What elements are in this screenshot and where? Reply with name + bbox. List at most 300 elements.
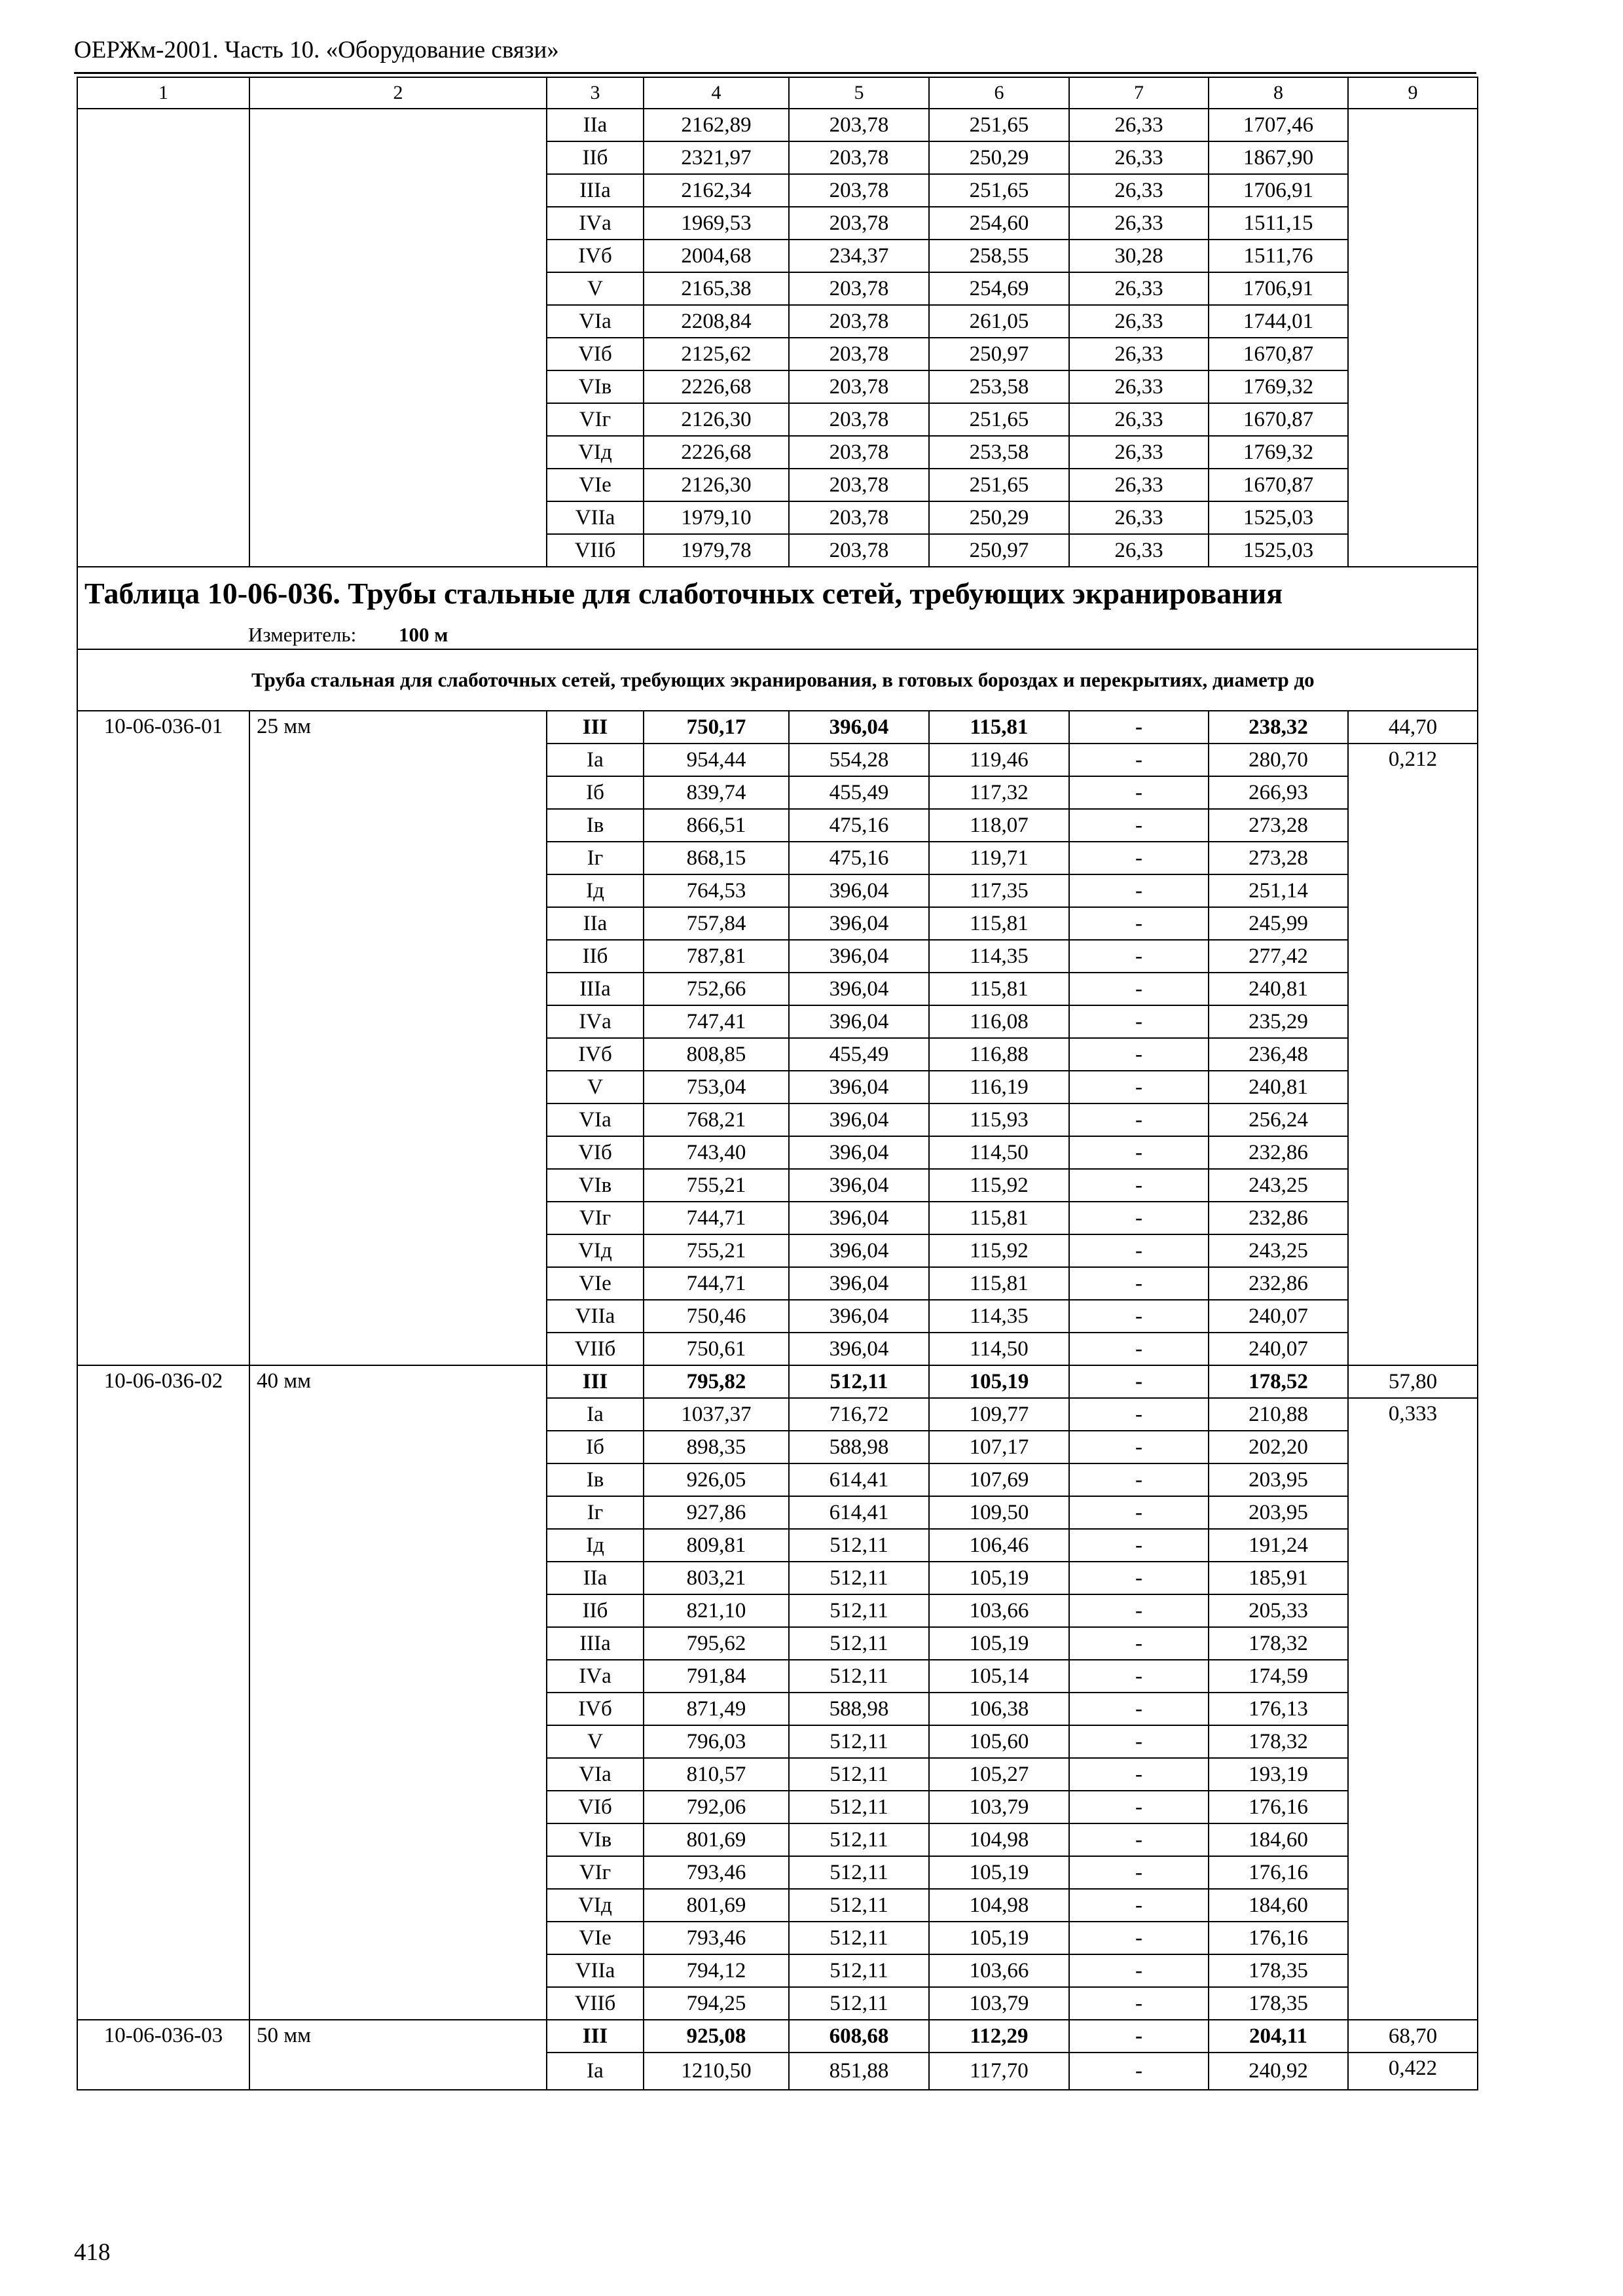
value-cell: 103,66 [929, 1594, 1069, 1627]
value-cell: 105,19 [929, 1856, 1069, 1889]
resource-cell: 68,70 [1348, 2020, 1478, 2053]
value-cell: 787,81 [644, 940, 789, 973]
value-cell: 117,70 [929, 2053, 1069, 2090]
resource-cell: 44,70 [1348, 711, 1478, 744]
value-cell: 588,98 [789, 1693, 929, 1725]
value-cell: - [1069, 1169, 1209, 1202]
value-cell: - [1069, 1365, 1209, 1398]
value-cell: - [1069, 1071, 1209, 1103]
value-cell: 251,65 [929, 109, 1069, 141]
value-cell: 757,84 [644, 907, 789, 940]
zone-cell: IVа [547, 1005, 644, 1038]
value-cell: 203,78 [789, 207, 929, 240]
column-number: 6 [929, 77, 1069, 109]
zone-cell: Iв [547, 809, 644, 842]
value-cell: 925,08 [644, 2020, 789, 2053]
value-cell: 1037,37 [644, 1398, 789, 1431]
value-cell: 26,33 [1069, 403, 1209, 436]
value-cell: - [1069, 1202, 1209, 1234]
table-body [77, 77, 1478, 2090]
value-cell: 204,11 [1209, 2020, 1348, 2053]
value-cell: - [1069, 1987, 1209, 2020]
value-cell: - [1069, 809, 1209, 842]
value-cell: 245,99 [1209, 907, 1348, 940]
value-cell: 1706,91 [1209, 272, 1348, 305]
value-cell: 203,78 [789, 501, 929, 534]
table-row [77, 2020, 1478, 2053]
value-cell: 114,50 [929, 1136, 1069, 1169]
column-number: 3 [547, 77, 644, 109]
value-cell: 744,71 [644, 1267, 789, 1300]
value-cell: 512,11 [789, 1758, 929, 1791]
value-cell: - [1069, 2053, 1209, 2090]
value-cell: - [1069, 874, 1209, 907]
value-cell: 105,19 [929, 1365, 1069, 1398]
value-cell: 396,04 [789, 1005, 929, 1038]
value-cell: 512,11 [789, 1365, 929, 1398]
value-cell: 512,11 [789, 1725, 929, 1758]
zone-cell: IIб [547, 1594, 644, 1627]
value-cell: 747,41 [644, 1005, 789, 1038]
value-cell: 105,14 [929, 1660, 1069, 1693]
meter-label: Измеритель: [248, 622, 357, 646]
value-cell: - [1069, 1889, 1209, 1922]
value-cell: 26,33 [1069, 370, 1209, 403]
value-cell: 1979,78 [644, 534, 789, 567]
zone-cell: VIб [547, 338, 644, 370]
zone-cell: VIIб [547, 1987, 644, 2020]
value-cell: 112,29 [929, 2020, 1069, 2053]
value-cell: 253,58 [929, 370, 1069, 403]
zone-cell: VIе [547, 1267, 644, 1300]
value-cell: 232,86 [1209, 1136, 1348, 1169]
value-cell: 1511,76 [1209, 240, 1348, 272]
value-cell: 2004,68 [644, 240, 789, 272]
value-cell: 926,05 [644, 1463, 789, 1496]
value-cell: 107,17 [929, 1431, 1069, 1463]
value-cell: 203,78 [789, 469, 929, 501]
value-cell: - [1069, 1136, 1209, 1169]
value-cell: 104,98 [929, 1889, 1069, 1922]
zone-cell: VIд [547, 436, 644, 469]
value-cell: 795,62 [644, 1627, 789, 1660]
value-cell: 202,20 [1209, 1431, 1348, 1463]
value-cell: - [1069, 1300, 1209, 1333]
value-cell: 2226,68 [644, 436, 789, 469]
value-cell: - [1069, 1954, 1209, 1987]
value-cell: 240,92 [1209, 2053, 1348, 2090]
zone-cell: Iб [547, 776, 644, 809]
value-cell: - [1069, 2020, 1209, 2053]
value-cell: 871,49 [644, 1693, 789, 1725]
value-cell: 614,41 [789, 1496, 929, 1529]
value-cell: 396,04 [789, 907, 929, 940]
zone-cell: VIг [547, 1856, 644, 1889]
value-cell: - [1069, 711, 1209, 744]
zone-cell: IIб [547, 940, 644, 973]
value-cell: 750,61 [644, 1333, 789, 1365]
value-cell: 809,81 [644, 1529, 789, 1562]
value-cell: 810,57 [644, 1758, 789, 1791]
zone-cell: IVа [547, 207, 644, 240]
value-cell: - [1069, 1333, 1209, 1365]
zone-cell: VIе [547, 469, 644, 501]
column-number: 1 [77, 77, 249, 109]
page-header: ОЕРЖм-2001. Часть 10. «Оборудование связи» [74, 37, 559, 63]
value-cell: 455,49 [789, 1038, 929, 1071]
value-cell: 184,60 [1209, 1889, 1348, 1922]
value-cell: 1744,01 [1209, 305, 1348, 338]
value-cell: 26,33 [1069, 174, 1209, 207]
zone-cell: VIд [547, 1889, 644, 1922]
zone-cell: IVб [547, 1693, 644, 1725]
value-cell: 26,33 [1069, 534, 1209, 567]
value-cell: - [1069, 1038, 1209, 1071]
value-cell: 2208,84 [644, 305, 789, 338]
value-cell: 116,19 [929, 1071, 1069, 1103]
value-cell: 396,04 [789, 874, 929, 907]
value-cell: - [1069, 1496, 1209, 1529]
value-cell: - [1069, 1922, 1209, 1954]
value-cell: 743,40 [644, 1136, 789, 1169]
zone-cell: VIд [547, 1234, 644, 1267]
value-cell: 232,86 [1209, 1202, 1348, 1234]
value-cell: 105,19 [929, 1562, 1069, 1594]
zone-cell: VIе [547, 1922, 644, 1954]
zone-cell: III [547, 1365, 644, 1398]
value-cell: 235,29 [1209, 1005, 1348, 1038]
value-cell: 115,93 [929, 1103, 1069, 1136]
zone-cell: III [547, 711, 644, 744]
resource-cell: 57,80 [1348, 1365, 1478, 1398]
value-cell: 273,28 [1209, 842, 1348, 874]
value-cell: 808,85 [644, 1038, 789, 1071]
value-cell: 176,16 [1209, 1856, 1348, 1889]
value-cell: 273,28 [1209, 809, 1348, 842]
value-cell: 240,81 [1209, 1071, 1348, 1103]
value-cell: 512,11 [789, 1594, 929, 1627]
value-cell: 176,16 [1209, 1922, 1348, 1954]
value-cell: 716,72 [789, 1398, 929, 1431]
value-cell: 203,78 [789, 141, 929, 174]
meter-row [77, 620, 1478, 649]
value-cell: 250,29 [929, 141, 1069, 174]
value-cell: 2126,30 [644, 469, 789, 501]
value-cell: 191,24 [1209, 1529, 1348, 1562]
value-cell: 203,78 [789, 272, 929, 305]
value-cell: - [1069, 1463, 1209, 1496]
value-cell: 178,32 [1209, 1725, 1348, 1758]
value-cell: 1525,03 [1209, 501, 1348, 534]
value-cell: 475,16 [789, 842, 929, 874]
value-cell: 795,82 [644, 1365, 789, 1398]
zone-cell: VIа [547, 305, 644, 338]
value-cell: 258,55 [929, 240, 1069, 272]
value-cell: 184,60 [1209, 1823, 1348, 1856]
value-cell: 396,04 [789, 711, 929, 744]
value-cell: 793,46 [644, 1922, 789, 1954]
value-cell: 26,33 [1069, 141, 1209, 174]
value-cell: - [1069, 1823, 1209, 1856]
value-cell: 30,28 [1069, 240, 1209, 272]
value-cell: 105,19 [929, 1627, 1069, 1660]
value-cell: 251,65 [929, 403, 1069, 436]
value-cell: 103,66 [929, 1954, 1069, 1987]
value-cell: 103,79 [929, 1987, 1069, 2020]
value-cell: - [1069, 1398, 1209, 1431]
value-cell: 174,59 [1209, 1660, 1348, 1693]
value-cell: 1769,32 [1209, 436, 1348, 469]
value-cell: 178,32 [1209, 1627, 1348, 1660]
value-cell: 26,33 [1069, 338, 1209, 370]
value-cell: - [1069, 973, 1209, 1005]
rates-table [77, 77, 1478, 2090]
value-cell: 240,81 [1209, 973, 1348, 1005]
column-number-row [77, 77, 1478, 109]
value-cell: 240,07 [1209, 1333, 1348, 1365]
value-cell: 1670,87 [1209, 403, 1348, 436]
value-cell: 396,04 [789, 1333, 929, 1365]
value-cell: 752,66 [644, 973, 789, 1005]
value-cell: 238,32 [1209, 711, 1348, 744]
value-cell: - [1069, 744, 1209, 776]
zone-cell: Iа [547, 1398, 644, 1431]
value-cell: 512,11 [789, 1987, 929, 2020]
zone-cell: IVб [547, 1038, 644, 1071]
value-cell: 107,69 [929, 1463, 1069, 1496]
value-cell: 396,04 [789, 940, 929, 973]
value-cell: - [1069, 1660, 1209, 1693]
table-row [77, 711, 1478, 744]
value-cell: - [1069, 1627, 1209, 1660]
value-cell: 106,46 [929, 1529, 1069, 1562]
value-cell: 280,70 [1209, 744, 1348, 776]
value-cell: 512,11 [789, 1954, 929, 1987]
column-number: 5 [789, 77, 929, 109]
zone-cell: IIIа [547, 1627, 644, 1660]
value-cell: 232,86 [1209, 1267, 1348, 1300]
value-cell: 396,04 [789, 1300, 929, 1333]
zone-cell: IIб [547, 141, 644, 174]
value-cell: 554,28 [789, 744, 929, 776]
zone-cell: VIб [547, 1791, 644, 1823]
value-cell: 512,11 [789, 1529, 929, 1562]
value-cell: - [1069, 1856, 1209, 1889]
value-cell: 927,86 [644, 1496, 789, 1529]
value-cell: 234,37 [789, 240, 929, 272]
value-cell: 240,07 [1209, 1300, 1348, 1333]
value-cell: 455,49 [789, 776, 929, 809]
value-cell: 750,46 [644, 1300, 789, 1333]
value-cell: 1706,91 [1209, 174, 1348, 207]
value-cell: - [1069, 1594, 1209, 1627]
value-cell: 2226,68 [644, 370, 789, 403]
zone-cell: V [547, 1071, 644, 1103]
zone-cell: VIа [547, 1758, 644, 1791]
value-cell: 115,92 [929, 1234, 1069, 1267]
value-cell: 26,33 [1069, 436, 1209, 469]
value-cell: 105,27 [929, 1758, 1069, 1791]
value-cell: 588,98 [789, 1431, 929, 1463]
value-cell: 254,69 [929, 272, 1069, 305]
value-cell: 792,06 [644, 1791, 789, 1823]
value-cell: 118,07 [929, 809, 1069, 842]
value-cell: 1210,50 [644, 2053, 789, 2090]
zone-cell: VIв [547, 1823, 644, 1856]
value-cell: 755,21 [644, 1234, 789, 1267]
value-cell: 178,35 [1209, 1954, 1348, 1987]
value-cell: 512,11 [789, 1922, 929, 1954]
value-cell: 868,15 [644, 842, 789, 874]
value-cell: - [1069, 842, 1209, 874]
value-cell: 203,78 [789, 436, 929, 469]
value-cell: 250,97 [929, 338, 1069, 370]
value-cell: 205,33 [1209, 1594, 1348, 1627]
resource-cell [1348, 109, 1478, 567]
value-cell: 512,11 [789, 1823, 929, 1856]
zone-cell: VIIб [547, 1333, 644, 1365]
value-cell: 1511,15 [1209, 207, 1348, 240]
name-cell: 40 мм [249, 1365, 547, 2020]
value-cell: 203,78 [789, 534, 929, 567]
value-cell: 115,92 [929, 1169, 1069, 1202]
value-cell: 203,78 [789, 370, 929, 403]
zone-cell: Iв [547, 1463, 644, 1496]
value-cell: 512,11 [789, 1856, 929, 1889]
code-cell: 10-06-036-01 [77, 711, 249, 1365]
value-cell: 839,74 [644, 776, 789, 809]
value-cell: 26,33 [1069, 272, 1209, 305]
zone-cell: VIIб [547, 534, 644, 567]
value-cell: 203,78 [789, 174, 929, 207]
meter-value: 100 м [399, 622, 448, 646]
value-cell: 796,03 [644, 1725, 789, 1758]
value-cell: 114,35 [929, 1300, 1069, 1333]
value-cell: 116,08 [929, 1005, 1069, 1038]
zone-cell: V [547, 1725, 644, 1758]
value-cell: 2125,62 [644, 338, 789, 370]
value-cell: 243,25 [1209, 1169, 1348, 1202]
value-cell: 115,81 [929, 1202, 1069, 1234]
value-cell: - [1069, 1758, 1209, 1791]
value-cell: 210,88 [1209, 1398, 1348, 1431]
value-cell: 26,33 [1069, 501, 1209, 534]
code-cell: 10-06-036-02 [77, 1365, 249, 2020]
zone-cell: VIг [547, 1202, 644, 1234]
value-cell: 791,84 [644, 1660, 789, 1693]
value-cell: 512,11 [789, 1562, 929, 1594]
value-cell: 203,78 [789, 338, 929, 370]
value-cell: 266,93 [1209, 776, 1348, 809]
zone-cell: IIа [547, 907, 644, 940]
value-cell: 115,81 [929, 907, 1069, 940]
zone-cell: VIб [547, 1136, 644, 1169]
zone-cell: IIIа [547, 174, 644, 207]
value-cell: 203,78 [789, 305, 929, 338]
value-cell: 1769,32 [1209, 370, 1348, 403]
value-cell: 26,33 [1069, 207, 1209, 240]
value-cell: 794,12 [644, 1954, 789, 1987]
value-cell: 744,71 [644, 1202, 789, 1234]
value-cell: 243,25 [1209, 1234, 1348, 1267]
zone-cell: VIв [547, 1169, 644, 1202]
value-cell: 512,11 [789, 1660, 929, 1693]
meter [77, 620, 1478, 649]
value-cell: 250,97 [929, 534, 1069, 567]
value-cell: 512,11 [789, 1791, 929, 1823]
page-number: 418 [74, 2239, 111, 2266]
value-cell: 104,98 [929, 1823, 1069, 1856]
column-number: 9 [1348, 77, 1478, 109]
zone-cell: VIIа [547, 1300, 644, 1333]
value-cell: 512,11 [789, 1627, 929, 1660]
value-cell: - [1069, 1431, 1209, 1463]
value-cell: 396,04 [789, 1071, 929, 1103]
value-cell: 178,52 [1209, 1365, 1348, 1398]
value-cell: 253,58 [929, 436, 1069, 469]
value-cell: 119,46 [929, 744, 1069, 776]
zone-cell: Iг [547, 1496, 644, 1529]
value-cell: 251,65 [929, 469, 1069, 501]
value-cell: 203,78 [789, 109, 929, 141]
value-cell: 203,95 [1209, 1463, 1348, 1496]
value-cell: 803,21 [644, 1562, 789, 1594]
value-cell: 396,04 [789, 1202, 929, 1234]
column-number: 7 [1069, 77, 1209, 109]
zone-cell: Iб [547, 1431, 644, 1463]
value-cell: 396,04 [789, 1267, 929, 1300]
value-cell: - [1069, 940, 1209, 973]
value-cell: 116,88 [929, 1038, 1069, 1071]
header-rule [74, 72, 1476, 74]
value-cell: 117,32 [929, 776, 1069, 809]
value-cell: 396,04 [789, 1136, 929, 1169]
value-cell: 821,10 [644, 1594, 789, 1627]
value-cell: - [1069, 1693, 1209, 1725]
value-cell: - [1069, 1529, 1209, 1562]
value-cell: 750,17 [644, 711, 789, 744]
value-cell: 851,88 [789, 2053, 929, 2090]
value-cell: 1670,87 [1209, 338, 1348, 370]
value-cell: 26,33 [1069, 469, 1209, 501]
value-cell: - [1069, 1562, 1209, 1594]
zone-cell: IIа [547, 1562, 644, 1594]
value-cell: 898,35 [644, 1431, 789, 1463]
code-cell: 10-06-036-03 [77, 2020, 249, 2090]
value-cell: 251,65 [929, 174, 1069, 207]
value-cell: 114,35 [929, 940, 1069, 973]
value-cell: 115,81 [929, 973, 1069, 1005]
value-cell: - [1069, 1725, 1209, 1758]
value-cell: 106,38 [929, 1693, 1069, 1725]
resource-cell: 0,212 [1348, 744, 1478, 1365]
zone-cell: Iа [547, 2053, 644, 2090]
value-cell: 105,60 [929, 1725, 1069, 1758]
name-cell [249, 109, 547, 567]
value-cell: 185,91 [1209, 1562, 1348, 1594]
name-cell: 25 мм [249, 711, 547, 1365]
value-cell: 2165,38 [644, 272, 789, 305]
zone-cell: VIг [547, 403, 644, 436]
value-cell: 2162,34 [644, 174, 789, 207]
value-cell: 109,77 [929, 1398, 1069, 1431]
table-row [77, 109, 1478, 141]
value-cell: 396,04 [789, 1169, 929, 1202]
value-cell: 755,21 [644, 1169, 789, 1202]
value-cell: 475,16 [789, 809, 929, 842]
column-number: 8 [1209, 77, 1348, 109]
value-cell: 768,21 [644, 1103, 789, 1136]
